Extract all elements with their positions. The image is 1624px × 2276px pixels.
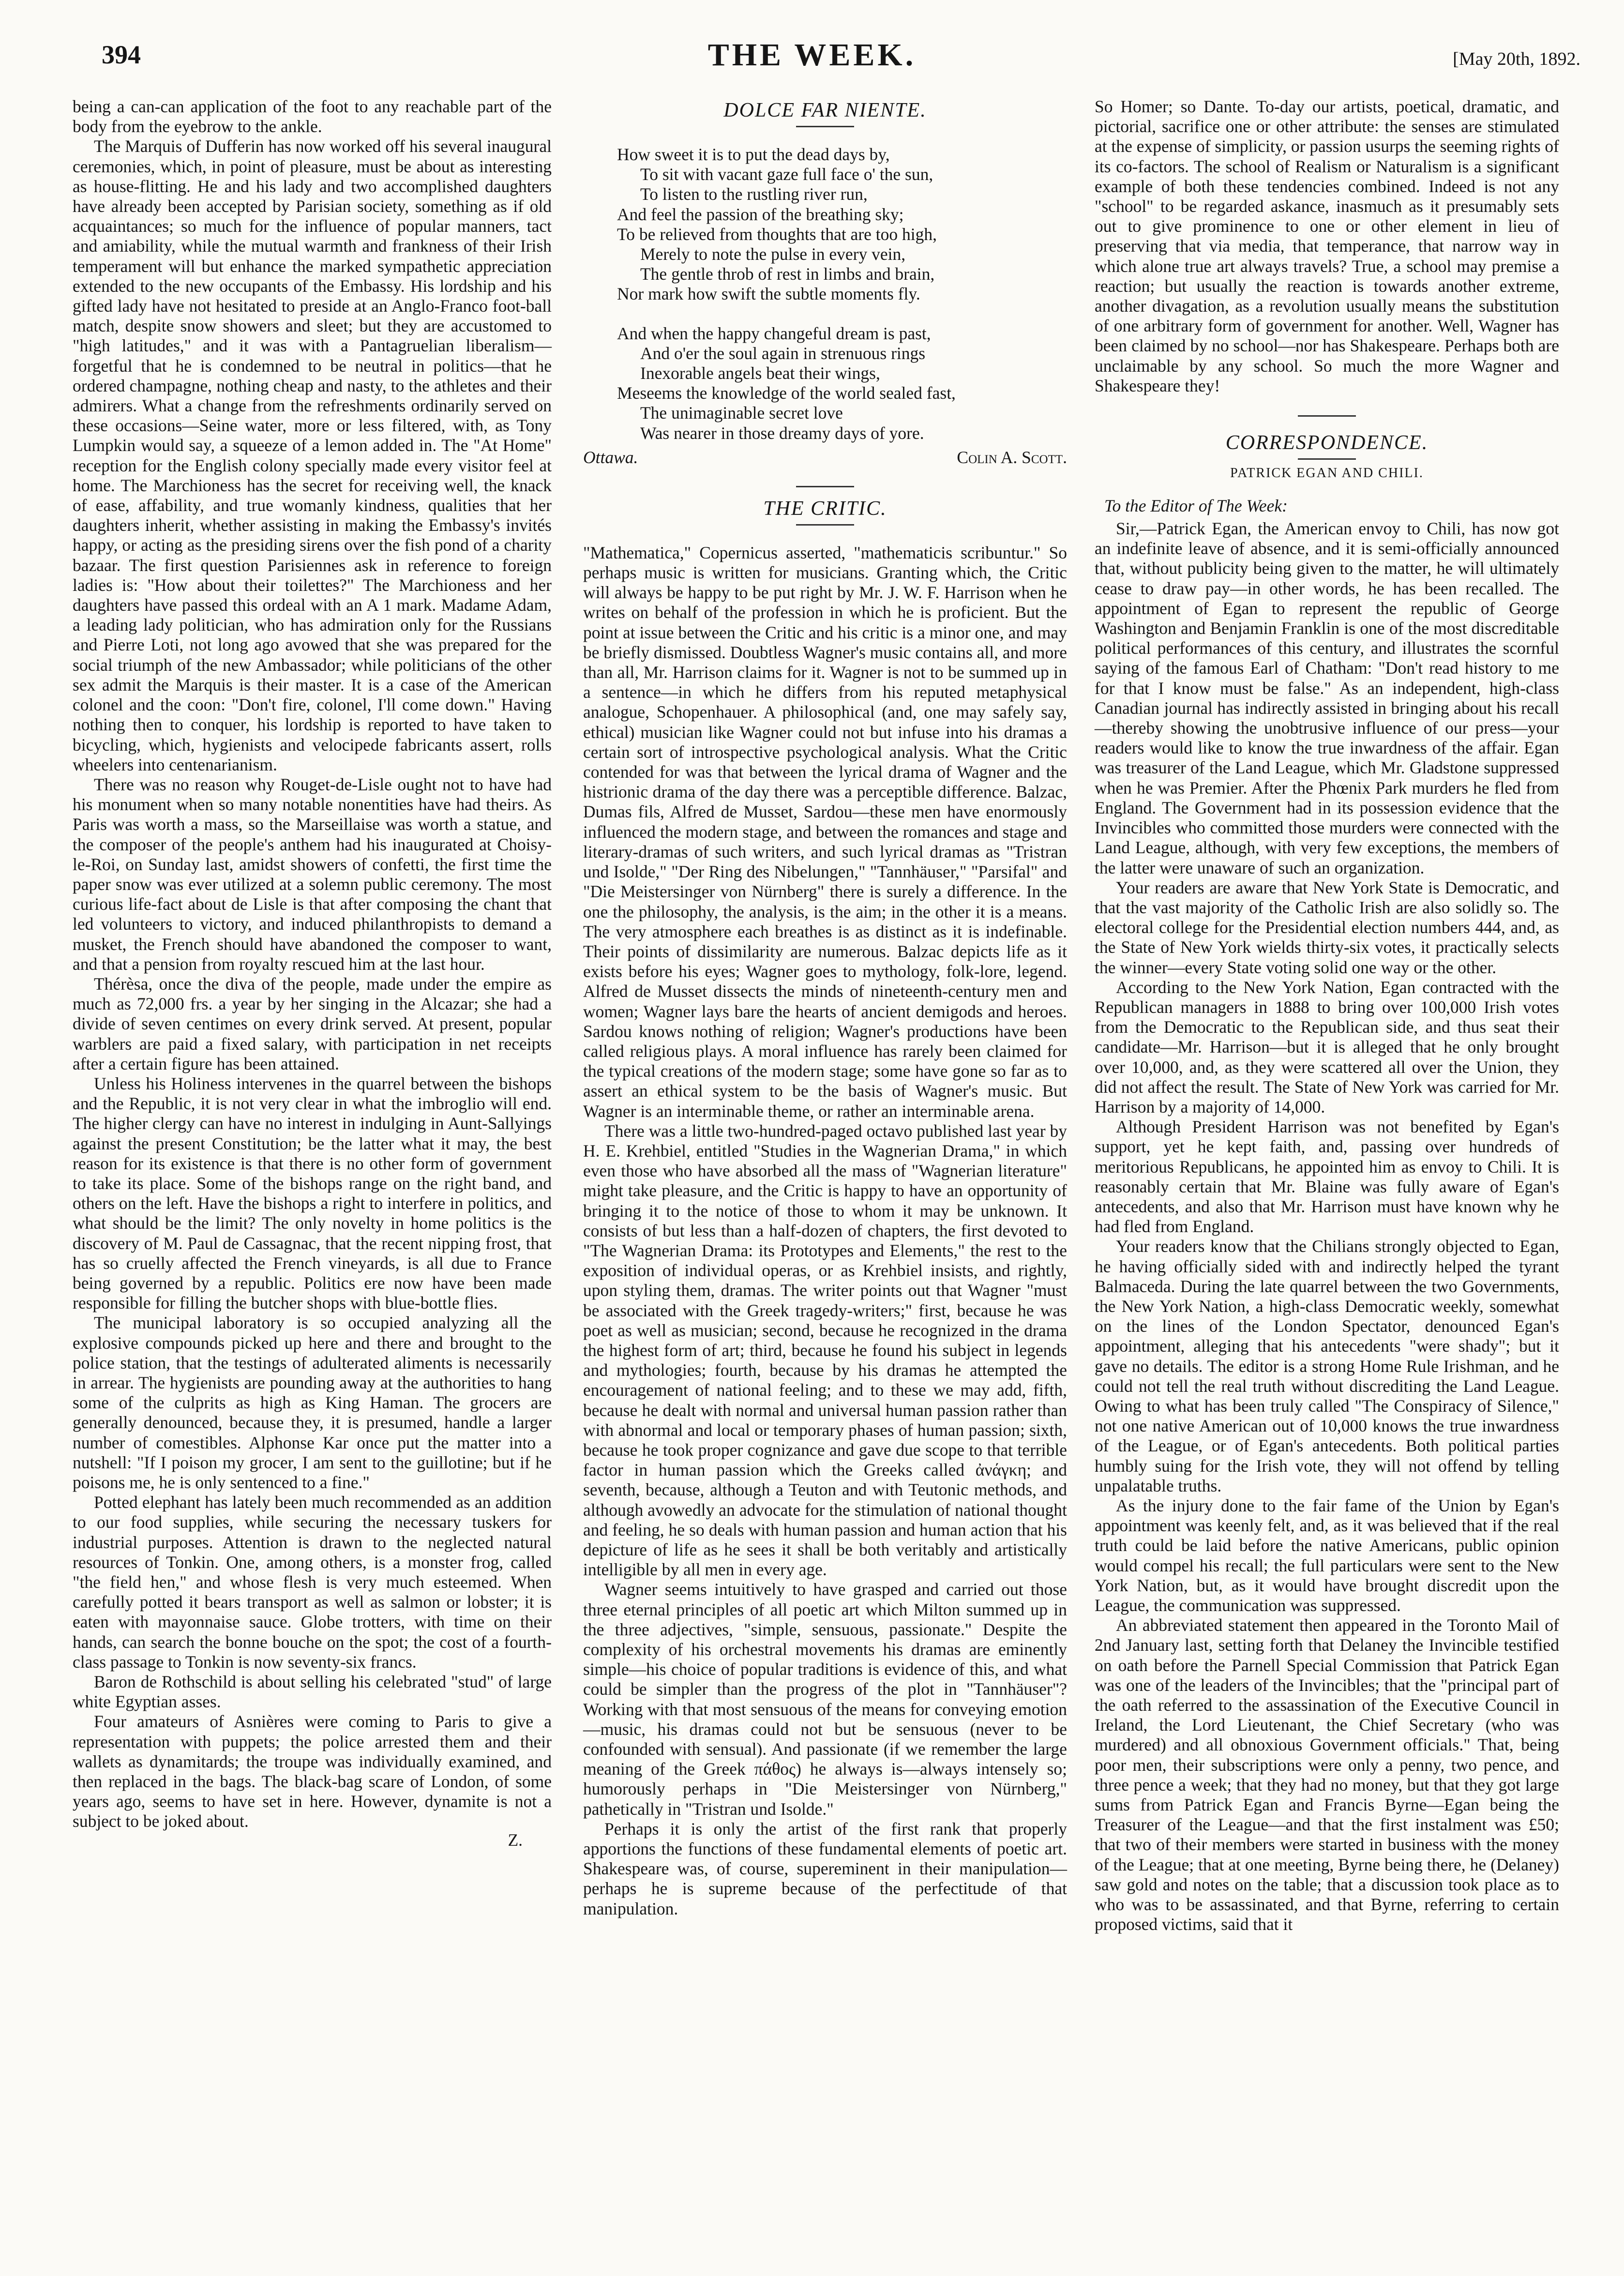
paragraph: The Marquis of Dufferin has now worked off his several inaugural ceremonies, which, in point of pleasure, must be about as interesting as house-flitting. He and his lady and two accomplished daughters have already been accepted by Parisian society, something as if old acquaintances; so much for the influence of popular manners, tact and amiability, while the mutual warmth and frankness of their Irish temperament will but enhance the marked sympathetic appreciation extended to the new occupants of the Embassy. His lordship and his gifted lady have not hesitated to preside at an Anglo-Franco foot-ball match, despite snow showers and sleet; but they are accustomed to "high latitudes," and it was with a Pantagruelian liberalism—forgetful that he is condemned to be neutral in politics—that he ordered champagne, nothing cheap and nasty, to the athletes and their admirers. What a change from the refreshments ordinarily served on these occasions—Seine water, more or less filtered, with, as Tony Lumpkin would say, a squeeze of a lemon added in. The "At Home" reception for the English colony specially made every visitor feel at home. The Marchioness has the secret for receiving well, the knack of ease, affability, and true womanly kindness, qualities that her daughters inherit, whether assisting in making the Embassy's invités happy, or acting as the presiding sirens over the fish pond of a charity bazaar. The first question Parisiennes ask in reference to foreign ladies is: "How about their toilettes?" The Marchioness and her daughters have passed this ordeal with an A 1 mark. Madame Adam, a leading lady politician, who has admiration only for the Russians and Pierre Loti, not long ago avowed that she was prepared for the social triumph of the new Ambassador; while politicians of the other sex admit the Marquis is their master. It is a case of the American colonel and the coon: "Don't fire, colonel, I'll come down." Having nothing then to conquer, his lordship is reported to have taken to bicycling, which, hygienists and velocipede fabricants assert, rolls wheelers into centenarianism. bbox=[73, 136, 552, 774]
paragraph: Potted elephant has lately been much recommended as an addition to our food supplies, while securing the necessary tuskers for industrial purposes. Attention is drawn to the neglected natural resources of Tonkin. One, among others, is a monster frog, called "the field hen," and whose flesh is very much esteemed. When carefully potted it bears transport as well as salmon or lobster; it is eaten with mayonnaise sauce. Globe trotters, with time on their hands, can search the bonne bouche on the spot; the cost of a fourth-class passage to Tonkin is now seventy-six francs. bbox=[73, 1492, 552, 1672]
poem-line: And feel the passion of the breathing sky; bbox=[617, 204, 904, 224]
poem-line: To sit with vacant gaze full face o' the sun, bbox=[640, 165, 933, 184]
poem-line: And when the happy changeful dream is past, bbox=[617, 323, 931, 343]
salutation: To the Editor of The Week: bbox=[1104, 496, 1288, 516]
article-subtitle: PATRICK EGAN AND CHILI. bbox=[1230, 466, 1424, 481]
journal-title: THE WEEK. bbox=[707, 37, 917, 73]
paragraph: The municipal laboratory is so occupied analyzing all the explosive compounds picked up here and there and brought to the police station, that the testings of adulterated aliments is necessarily in arrear. The hygienists are pounding away at the authorities to hang some of the culprits as high as King Haman. The grocers are generally denounced, because they, it is presumed, handle a larger number of comestibles. Alphonse Kar once put the matter into a nutshell: "If I poison my grocer, I am sent to the guillotine; but if he poisons me, he is only sentenced to a fine." bbox=[73, 1313, 552, 1492]
poem-line: Meseems the knowledge of the world sealed fast, bbox=[617, 383, 956, 403]
divider bbox=[796, 524, 854, 526]
paragraph: As the injury done to the fair fame of the Union by Egan's appointment was keenly felt, and, as it was believed that if the real truth could be laid before the native Americans, public opinion would compel his recall; the full particulars were sent to the New York Nation, but, as it would have brought discredit upon the League, the communication was suppressed. bbox=[1095, 1496, 1559, 1615]
divider bbox=[796, 126, 854, 127]
poem-author: Colin A. Scott. bbox=[957, 447, 1067, 467]
paragraph: An abbreviated statement then appeared in the Toronto Mail of 2nd January last, setting forth that Delaney the Invincible testified on oath before the Parnell Special Commission that Patrick Egan was one of the leaders of the Invincibles; that the "principal part of the oath referred to the assassination of the Executive Council in Ireland, the Lord Lieutenant, the Chief Secretary (who was murdered) and all obnoxious Government officials." That, being poor men, their subscriptions were only a penny, two pence, and three pence a week; that they had no money, but that they got large sums from Patrick Egan and Francis Byrne—Egan being the Treasurer of the League—and that the first instalment was £50; that two of their members were started in business with the money of the League; that at one meeting, Byrne being there, he (Delaney) saw gold and notes on the table; that a discussion took place as to who was to be assassinated, and that Byrne, referring to certain proposed victims, said that it bbox=[1095, 1615, 1559, 1934]
divider bbox=[796, 486, 854, 487]
poem-line: Merely to note the pulse in every vein, bbox=[640, 244, 906, 264]
paragraph: There was a little two-hundred-paged octavo published last year by H. E. Krehbiel, entitled "Studies in the Wagnerian Drama," in which even those who have absorbed all the mass of "Wagnerian literature" might take pleasure, and the Critic is happy to have an opportunity of bringing it to the notice of those to whom it may be unknown. It consists of but less than a half-dozen of chapters, the first devoted to "The Wagnerian Drama: its Prototypes and Elements," the rest to the exposition of individual operas, or as Krehbiel insists, and rightly, upon styling them, dramas. The writer points out that Wagner "must be associated with the Greek tragedy-writers;" first, because he was poet as well as musician; second, because he recognized in the drama the highest form of art; third, because he found his subject in legends and mythologies; fourth, because by his dramas he attempted the encouragement of national feeling; and to these we may add, fifth, because he dealt with normal and universal human passion rather than with abnormal and local or temporary phases of human passion; sixth, because he took proper cognizance and gave due scope to that terrible factor in human passion which the Greeks called ἀνάγκη; and seventh, because, although a Teuton and with Teutonic methods, and although avowedly an advocate for the stimulation of national thought and feeling, he so deals with human passion and human action that his depicture of life as he sees it shall be both veritably and artistically intelligible by all men in every age. bbox=[583, 1121, 1067, 1580]
poem-place: Ottawa. bbox=[583, 447, 638, 467]
divider bbox=[1298, 415, 1356, 417]
page-number: 394 bbox=[102, 40, 141, 69]
poem-signature bbox=[583, 447, 1067, 468]
paragraph: Your readers know that the Chilians strongly objected to Egan, he having officially sided with and indirectly helped the tyrant Balmaceda. During the late quarrel between the two Governments, the New York Nation, a high-class Democratic weekly, somewhat on the lines of the London Spectator, denounced Egan's appointment, alleging that his antecedents "were shady"; but it gave no details. The editor is a strong Home Rule Irishman, and he could not tell the real truth without discrediting the Land League. Owing to what has been truly called "The Conspiracy of Silence," not one native American out of 10,000 knows the true inwardness of the League, or of Egan's antecedents. Both political parties humbly suing for the Irish vote, they will not offend by telling unpalatable truths. bbox=[1095, 1236, 1559, 1495]
paragraph: Although President Harrison was not benefited by Egan's support, yet he kept faith, and, passing over hundreds of meritorious Republicans, he appointed him as envoy to Chili. It is reasonably certain that Mr. Blaine was fully aware of Egan's antecedents, and also that Mr. Harrison must have known why he had fled from England. bbox=[1095, 1117, 1559, 1236]
section-title: THE CRITIC. bbox=[763, 497, 887, 520]
poem-line: The unimaginable secret love bbox=[640, 403, 843, 423]
signature: Z. bbox=[508, 1830, 523, 1850]
page-header bbox=[0, 34, 1624, 87]
column-middle bbox=[583, 97, 1067, 1919]
poem-title: DOLCE FAR NIENTE. bbox=[723, 99, 927, 121]
column-right bbox=[1095, 97, 1559, 1934]
paragraph: Sir,—Patrick Egan, the American envoy to Chili, has now got an indefinite leave of absence, and it is semi-officially announced that, without publicity being given to the matter, he will ultimately cease to draw pay—in other words, he has been recalled. The appointment of Egan to represent the republic of George Washington and Benjamin Franklin is one of the most discreditable political performances of this century, and illustrates the scornful saying of the famous Earl of Chatham: "Don't read history to me for that I know must be false." As an independent, high-class Canadian journal has indirectly assisted in bringing about his recall—thereby showing the unobtrusive influence of our press—your readers would like to know the true inwardness of the affair. Egan was treasurer of the Land League, which Mr. Gladstone suppressed when he was Premier. After the Phœnix Park murders he fled from England. The Government had in its possession evidence that the Invincibles who committed those murders were connected with the Land League, although, with very few exceptions, the members of the latter were unaware of such an organization. bbox=[1095, 519, 1559, 877]
column-left bbox=[73, 97, 552, 1850]
poem-line: How sweet it is to put the dead days by, bbox=[617, 145, 890, 164]
paragraph: being a can-can application of the foot to any reachable part of the body from the eyebrow to the ankle. bbox=[73, 97, 552, 136]
poem-line: To be relieved from thoughts that are too high, bbox=[617, 224, 937, 244]
section-title: CORRESPONDENCE. bbox=[1225, 432, 1429, 454]
poem-line: Was nearer in those dreamy days of yore. bbox=[640, 423, 924, 443]
paragraph: "Mathematica," Copernicus asserted, "mathematicis scribuntur." So perhaps music is written for musicians. Granting which, the Critic will always be happy to be put right by Mr. J. W. F. Harrison when he writes on behalf of the profession in which he is proficient. But the point at issue between the Critic and his critic is a minor one, and may be briefly dismissed. Doubtless Wagner's music contains all, and more than all, Mr. Harrison claims for it. Wagner is not to be summed up in a sentence—in which he differs from his reputed metaphysical analogue, Schopenhauer. A philosophical (and, one may safely say, ethical) musician like Wagner could not but infuse into his dramas a certain sort of introspective psychological analysis. What the Critic contended for was that between the lyrical drama of Wagner and the histrionic drama of the day there was a perceptible difference. Balzac, Dumas fils, Alfred de Musset, Sardou—these men have enormously influenced the modern stage, and between the romances and stage and literary-dramas of such writers, and such lyrical dramas as "Tristran und Isolde," "Der Ring des Nibelungen," "Tannhäuser," "Parsifal" and "Die Meistersinger von Nürnberg" there is surely a difference. In the one the philosophy, the analysis, is the aim; in the other it is a means. The very atmosphere each breathes is as distinct as it is indefinable. Their points of dissimilarity are numerous. Balzac depicts life as it exists before his eyes; Wagner goes to mythology, folk-lore, legend. Alfred de Musset dissects the minds of nineteenth-century men and women; Wagner lays bare the hearts of ancient demigods and heroes. Sardou knows nothing of religion; Wagner's productions have been called religious plays. A moral influence has rarely been claimed for the typical creations of the modern stage; some have gone so far as to assert an ethical system to be the basis of Wagner's music. But Wagner is an interminable theme, or rather an interminable arena. bbox=[583, 543, 1067, 1121]
issue-date: [May 20th, 1892. bbox=[1453, 49, 1580, 69]
paragraph: Four amateurs of Asnières were coming to Paris to give a representation with puppets; the police arrested them and their wallets as dynamitards; the troupe was individually examined, and then replaced in the bags. The black-bag scare of London, of some years ago, seems to have set in here. However, dynamite is not a subject to be joked about. bbox=[73, 1712, 552, 1831]
divider bbox=[1298, 458, 1356, 460]
paragraph: There was no reason why Rouget-de-Lisle ought not to have had his monument when so many notable nonentities have had theirs. As Paris was worth a mass, so the Marseillaise was worth a statue, and the composer of the people's anthem had his inaugurated at Choisy-le-Roi, on Sunday last, amidst showers of confetti, the first time the paper snow was ever utilized at a solemn public ceremony. The most curious life-fact about de Lisle is that after composing the chant that led volunteers to victory, and induced philanthropists to demand a musket, the French should have abandoned the composer to want, and that a pension from royalty rescued him at the last hour. bbox=[73, 774, 552, 974]
paragraph: So Homer; so Dante. To-day our artists, poetical, dramatic, and pictorial, sacrifice one or other attribute: the senses are stimulated at the expense of simplicity, or passion usurps the seeming rights of its co-factors. The school of Realism or Naturalism is a significant example of both these tendencies combined. Indeed is not any "school" to be regarded askance, inasmuch as it presumably sets out to give prominence to one or other element in lieu of preserving that via media, that temperance, that narrow way in which alone true art always travels? True, a school may premise a reaction; but usually the reaction is towards another extreme, another divagation, as a revolution usually means the substitution of one arbitrary form of government for another. Well, Wagner has been claimed by no school—nor has Shakespeare. Perhaps both are unclaimable by any school. So much the more Wagner and Shakespeare they! bbox=[1095, 97, 1559, 395]
poem-line: To listen to the rustling river run, bbox=[640, 184, 868, 204]
poem bbox=[583, 145, 1067, 443]
paragraph: Your readers are aware that New York State is Democratic, and that the vast majority of the Catholic Irish are also solidly so. The electoral college for the Presidential election numbers 444, and, as the State of New York wields thirty-six votes, it practically selects the winner—every State voting solid one way or the other. bbox=[1095, 877, 1559, 977]
paragraph: Baron de Rothschild is about selling his celebrated "stud" of large white Egyptian asses. bbox=[73, 1672, 552, 1712]
poem-line: Inexorable angels beat their wings, bbox=[640, 363, 880, 383]
paragraph: Wagner seems intuitively to have grasped and carried out those three eternal principles of all poetic art which Milton summed up in the three adjectives, "simple, sensuous, passionate." Despite the complexity of his orchestral movements his dramas are eminently simple—his choice of popular traditions is evidence of this, and what could be simpler than the progress of the plot in "Tannhäuser"? Working with that most sensuous of the means for conveying emotion—music, his dramas could not but be sensuous (never to be confounded with sensual). And passionate (if we remember the large meaning of the Greek πάθος) he always is—always intensely so; humorously perhaps in "Die Meistersinger von Nürnberg," pathetically in "Tristran und Isolde." bbox=[583, 1580, 1067, 1819]
paragraph: Perhaps it is only the artist of the first rank that properly apportions the functions of these fundamental elements of poetic art. Shakespeare was, of course, supereminent in their manipulation—perhaps he is supreme because of the perfectitude of that manipulation. bbox=[583, 1819, 1067, 1918]
paragraph: According to the New York Nation, Egan contracted with the Republican managers in 1888 to bring over 100,000 Irish votes from the Democratic to the Republican side, and thus seat their candidate—Mr. Harrison—but it is alleged that he only brought over 10,000, and, as they were scattered all over the Union, they did not affect the result. The State of New York was carried for Mr. Harrison by a majority of 14,000. bbox=[1095, 977, 1559, 1116]
poem-line: And o'er the soul again in strenuous rings bbox=[640, 343, 926, 363]
paragraph: Unless his Holiness intervenes in the quarrel between the bishops and the Republic, it is not very clear in what the imbroglio will end. The higher clergy can have no interest in indulging in Aunt-Sallyings against the present Constitution; be the latter what it may, the best reason for its existence is that there is no other form of government to take its place. Some of the bishops range on the right band, and others on the left. Have the bishops a right to interfere in politics, and what should be the limit? The only novelty in home politics is the discovery of M. Paul de Cassagnac, that the recent nipping frost, that has so cruelly affected the French vineyards, is all due to France being governed by a republic. Politics ere now have been made responsible for filling the butcher shops with blue-bottle flies. bbox=[73, 1073, 552, 1313]
poem-line: The gentle throb of rest in limbs and brain, bbox=[640, 264, 935, 284]
paragraph: Thérèsa, once the diva of the people, made under the empire as much as 72,000 frs. a year by her singing in the Alcazar; she had a divide of seven centimes on every drink served. At present, popular warblers are paid a fixed salary, with participation in net receipts after a certain figure has been attained. bbox=[73, 974, 552, 1073]
poem-line: Nor mark how swift the subtle moments fly. bbox=[617, 284, 920, 304]
